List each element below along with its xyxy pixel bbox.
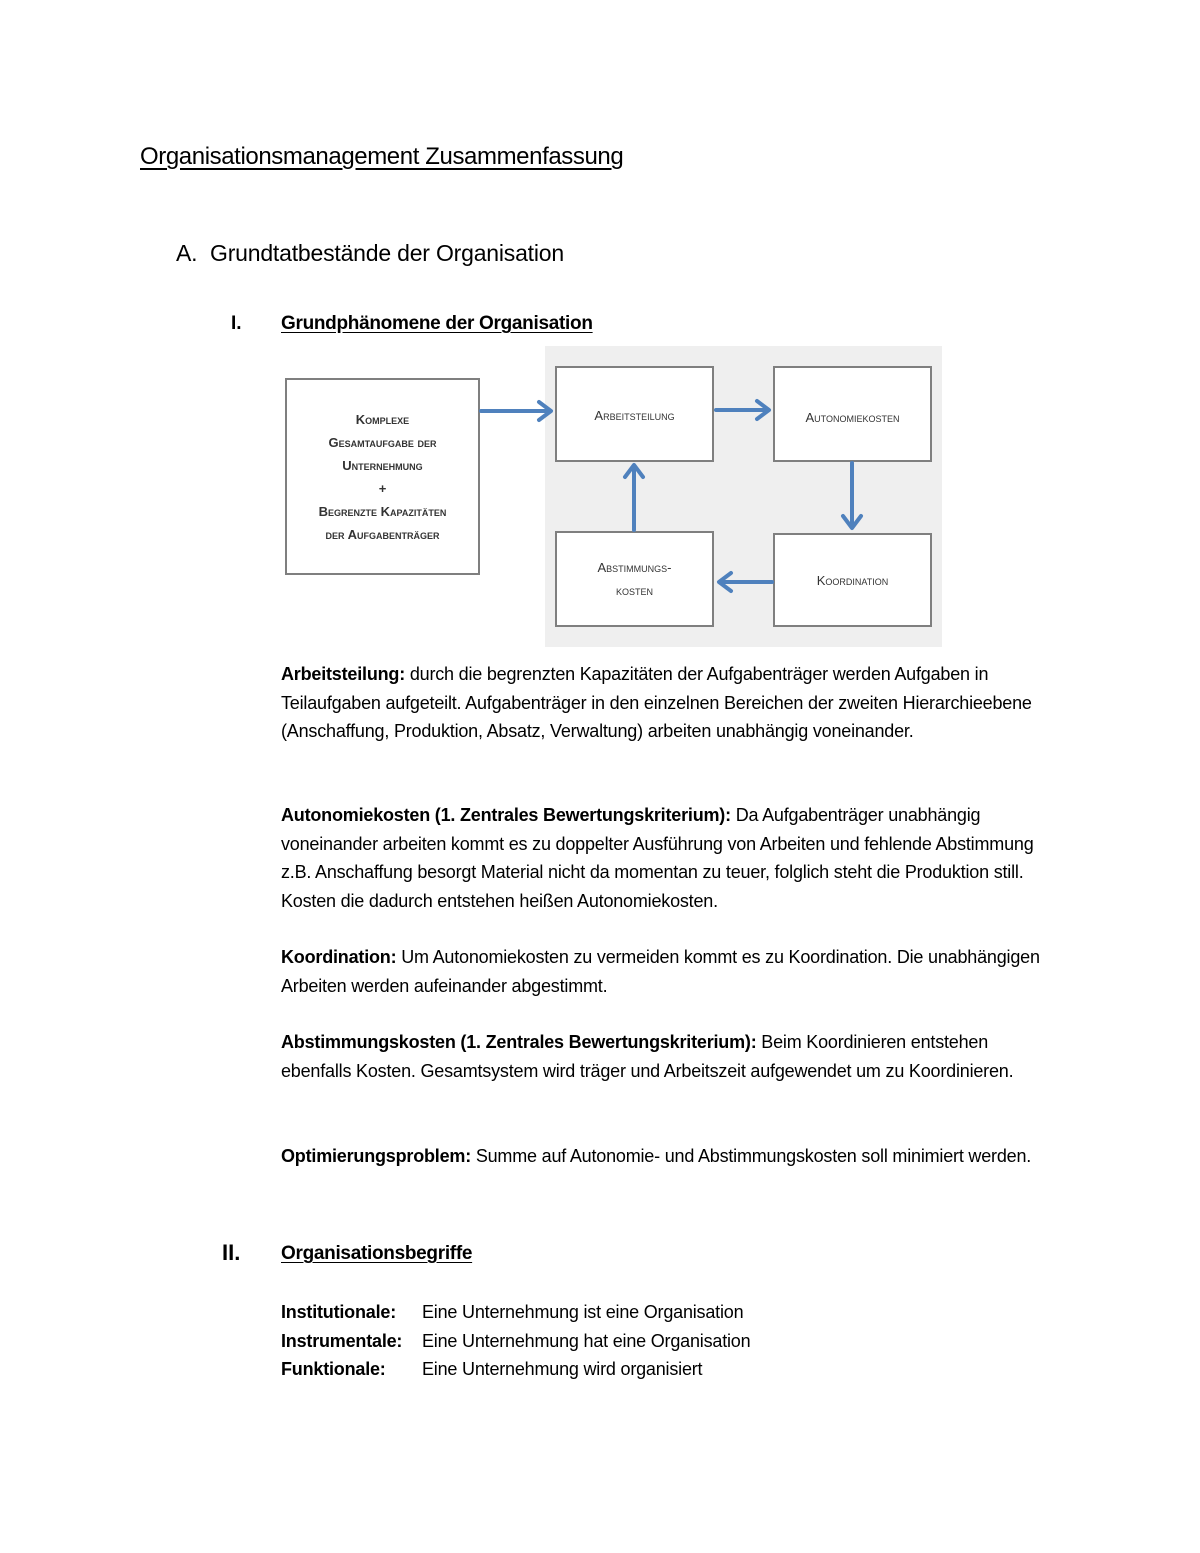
diagram-arrows (0, 0, 1200, 700)
process-diagram (0, 0, 1200, 700)
paragraph-autonomiekosten (281, 801, 1061, 915)
paragraph-arbeitsteilung (281, 660, 1061, 746)
definition-row (281, 1327, 750, 1356)
input-line-1: Komplexe (355, 411, 410, 427)
text-koordination: Um Autonomiekosten zu vermeiden kommt es zu Koordination. Die unabhängigen Arbeiten werden aufeinander abgestimmt. (281, 947, 1040, 996)
definition-text: Eine Unternehmung hat eine Organisation (422, 1330, 751, 1351)
definition-text: Eine Unternehmung ist eine Organisation (422, 1302, 744, 1322)
term-abstimmungskosten: Abstimmungskosten (1. Zentrales Bewertungskriterium): (281, 1032, 757, 1052)
label-arbeitsteilung: Arbeitsteilung (594, 408, 675, 423)
input-line-3: Unternehmung (342, 457, 423, 473)
label-autonomiekosten: Autonomiekosten (805, 410, 900, 425)
definition-term: Funktionale: (281, 1359, 386, 1379)
definition-row (281, 1355, 750, 1384)
input-line-5: Begrenzte Kapazitäten (318, 503, 447, 519)
term-koordination: Koordination: (281, 947, 397, 967)
definition-row (281, 1298, 750, 1327)
input-line-6: der Aufgabenträger (325, 526, 440, 542)
term-optimierungsproblem: Optimierungsproblem: (281, 1146, 472, 1166)
text-autonomiekosten: Da Aufgabenträger unabhängig voneinander arbeiten kommt es zu doppelter Ausführung von Arbeiten und fehlende Abstimmung z.B. Anschaffung besorgt Material nicht da momentan zu teuer, folglich steht die Produktion still. Kosten die dadurch entstehen heißen Autonomiekosten. (281, 805, 1034, 911)
text-arbeitsteilung: durch die begrenzten Kapazitäten der Aufgabenträger werden Aufgaben in Teilaufgaben aufgeteilt. Aufgabenträger in den einzelnen Bereichen der zweiten Hierarchieebene (Anschaffung, Produktion, Absatz, Verwaltung) arbeiten unabhängig voneinander. (281, 664, 1032, 741)
definition-term: Instrumentale: (281, 1330, 403, 1351)
document-title: Organisationsmanagement Zusammenfassung (140, 143, 624, 170)
paragraph-optimierungsproblem (281, 1142, 1061, 1171)
section-1-number: I. (231, 313, 242, 334)
section-2-title: Organisationsbegriffe (281, 1243, 473, 1264)
section-1-title: Grundphänomene der Organisation (281, 313, 593, 334)
label-abstimmungskosten-1: Abstimmungs- (597, 560, 672, 575)
label-abstimmungskosten-2: kosten (615, 583, 653, 598)
term-autonomiekosten: Autonomiekosten (1. Zentrales Bewertungskriterium): (281, 805, 731, 825)
section-a-number: A. (176, 240, 198, 266)
term-arbeitsteilung: Arbeitsteilung: (281, 664, 406, 684)
label-koordination: Koordination (816, 572, 889, 588)
definition-text: Eine Unternehmung wird organisiert (422, 1359, 703, 1379)
definition-term: Institutionale: (281, 1302, 396, 1322)
section-2-number: II. (222, 1240, 241, 1265)
input-line-4: + (378, 480, 387, 496)
definitions-list (281, 1298, 750, 1384)
paragraph-abstimmungskosten (281, 1028, 1061, 1085)
section-a-title: Grundtatbestände der Organisation (210, 240, 564, 266)
text-abstimmungskosten: Beim Koordinieren entstehen ebenfalls Kosten. Gesamtsystem wird träger und Arbeitszeit aufgewendet um zu Koordinieren. (281, 1032, 1014, 1081)
text-optimierungsproblem: Summe auf Autonomie- und Abstimmungskosten soll minimiert werden. (471, 1146, 1032, 1166)
input-line-2: Gesamtaufgabe der (328, 434, 437, 450)
paragraph-koordination (281, 943, 1061, 1000)
